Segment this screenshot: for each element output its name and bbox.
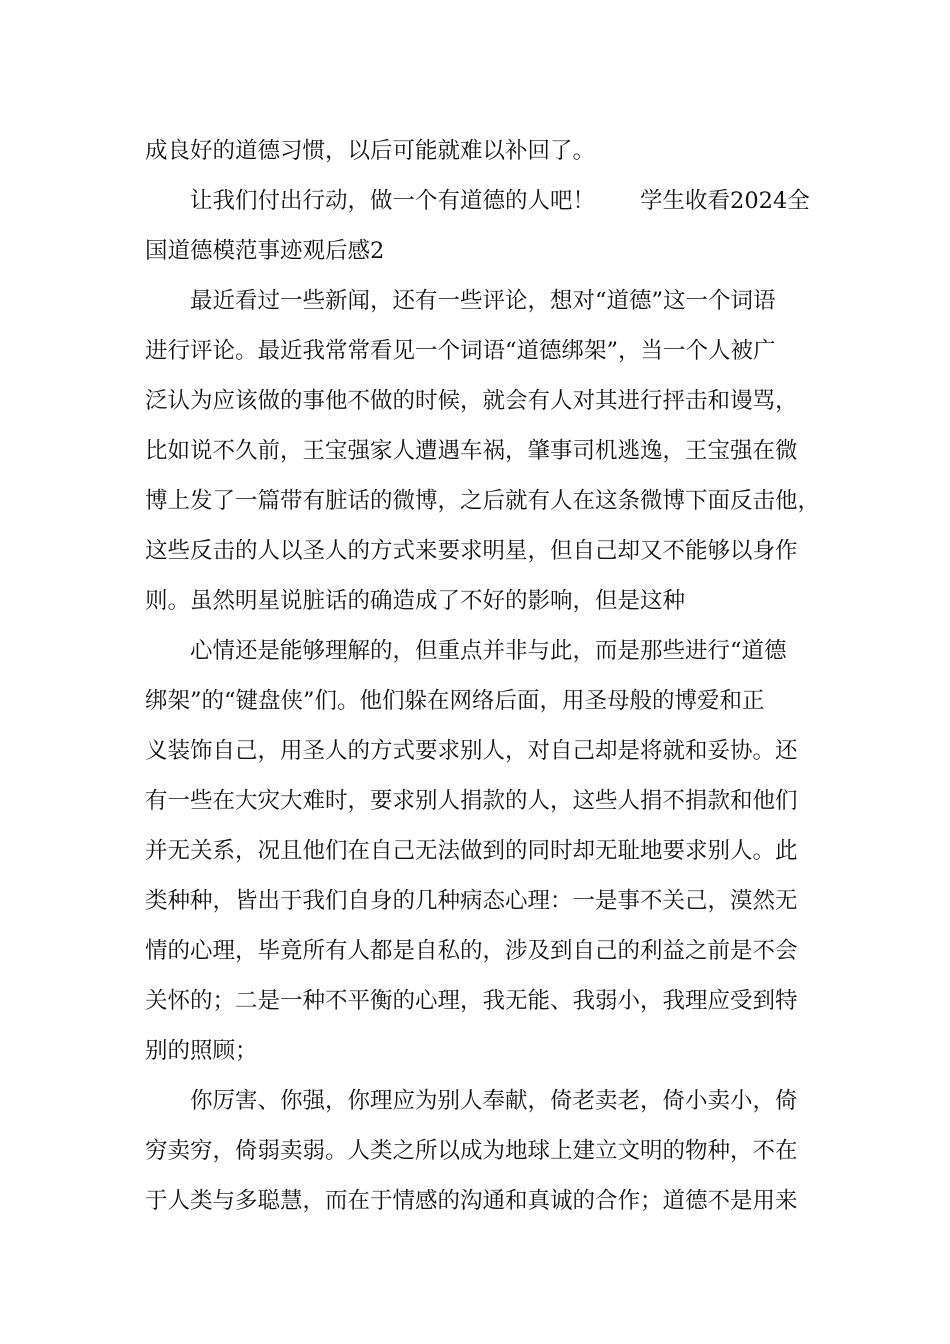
text-line: 成良好的道德习惯，以后可能就难以补回了。 — [145, 138, 596, 164]
text-line: 国道德模范事迹观后感2 — [145, 238, 385, 264]
text-line: 类种种，皆出于我们自身的几种病态心理：一是事不关己，漠然无 — [145, 888, 798, 914]
text-line: 情的心理，毕竟所有人都是自私的，涉及到自己的利益之前是不会 — [145, 938, 798, 964]
text-line: 最近看过一些新闻，还有一些评论，想对“道德”这一个词语 — [190, 288, 776, 314]
text-line: 进行评论。最近我常常看见一个词语“道德绑架”，当一个人被广 — [145, 338, 776, 364]
text-line: 别的照顾； — [145, 1038, 258, 1064]
text-line: 穷卖穷，倚弱卖弱。人类之所以成为地球上建立文明的物种，不在 — [145, 1138, 798, 1164]
text-line: 有一些在大灾大难时，要求别人捐款的人，这些人捐不捐款和他们 — [145, 788, 798, 814]
text-line: 比如说不久前，王宝强家人遭遇车祸，肇事司机逃逸，王宝强在微 — [145, 438, 798, 464]
text-line: 你厉害、你强，你理应为别人奉献，倚老卖老，倚小卖小，倚 — [190, 1088, 798, 1114]
text-line: 博上发了一篇带有脏话的微博，之后就有人在这条微博下面反击他， — [145, 488, 821, 514]
text-line: 让我们付出行动，做一个有道德的人吧！ 学生收看2024全 — [190, 188, 810, 214]
text-line: 并无关系，况且他们在自己无法做到的同时却无耻地要求别人。此 — [145, 838, 798, 864]
text-line: 义装饰自己，用圣人的方式要求别人，对自己却是将就和妥协。还 — [145, 738, 798, 764]
text-line: 心情还是能够理解的，但重点并非与此，而是那些进行“道德 — [190, 638, 787, 664]
text-line: 绑架”的“键盘侠”们。他们躲在网络后面，用圣母般的博爱和正 — [145, 688, 765, 714]
text-line: 则。虽然明星说脏话的确造成了不好的影响，但是这种 — [145, 588, 686, 614]
text-line: 泛认为应该做的事他不做的时候，就会有人对其进行抨击和谩骂， — [145, 388, 798, 414]
text-line: 于人类与多聪慧，而在于情感的沟通和真诚的合作；道德不是用来 — [145, 1188, 798, 1214]
text-line: 关怀的；二是一种不平衡的心理，我无能、我弱小，我理应受到特 — [145, 988, 798, 1014]
text-line: 这些反击的人以圣人的方式来要求明星，但自己却又不能够以身作 — [145, 538, 798, 564]
